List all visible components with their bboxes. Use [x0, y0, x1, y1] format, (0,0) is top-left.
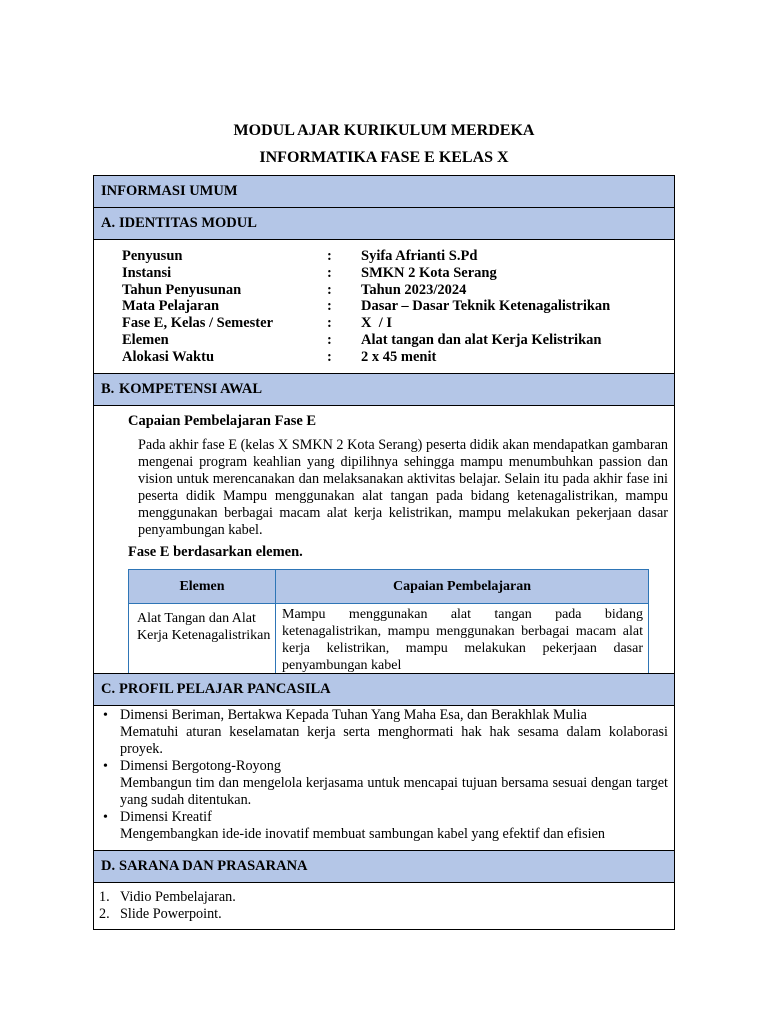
identitas-key: Fase E, Kelas / Semester — [122, 315, 274, 332]
section-label: SARANA DAN PRASARANA — [119, 858, 308, 874]
document-title-line-2: INFORMATIKA FASE E KELAS X — [259, 149, 509, 166]
section-number: B. — [101, 381, 115, 397]
identitas-key: Penyusun — [122, 248, 183, 264]
list-item — [94, 809, 668, 843]
identitas-value: X / I — [361, 315, 393, 332]
capaian-table — [128, 569, 649, 674]
sarana-item-text: Slide Powerpoint. — [120, 906, 222, 922]
identitas-key: Instansi — [122, 264, 172, 281]
identitas-key: Alokasi Waktu — [122, 348, 215, 365]
identitas-row — [122, 332, 610, 349]
table-header-elemen: Elemen — [129, 570, 276, 604]
profil-description: Membangun tim dan mengelola kerjasama untuk mencapai tujuan bersama sesuai dengan target yang sudah ditentukan. — [120, 775, 668, 808]
fase-heading: Fase E berdasarkan elemen. — [128, 544, 303, 560]
identitas-separator: : — [327, 331, 332, 348]
sarana-list — [94, 889, 236, 923]
section-kompetensi-awal — [94, 373, 674, 406]
identitas-row — [122, 265, 610, 282]
profil-dimension: Dimensi Bergotong-Royong — [120, 758, 281, 774]
table-header-row — [129, 570, 649, 604]
section-number: A. — [101, 215, 116, 231]
identitas-key: Tahun Penyusunan — [122, 281, 242, 298]
section-sarana-prasarana — [94, 850, 674, 883]
section-label: INFORMASI UMUM — [101, 183, 238, 199]
identitas-value: Alat tangan dan alat Kerja Kelistrikan — [361, 331, 602, 348]
identitas-separator: : — [327, 315, 332, 332]
profil-list — [94, 707, 668, 843]
identitas-key: Elemen — [122, 331, 169, 348]
identitas-list — [122, 248, 610, 366]
section-profil-pelajar — [94, 673, 674, 706]
identitas-separator: : — [327, 281, 332, 298]
section-label: PROFIL PELAJAR PANCASILA — [119, 681, 331, 697]
identitas-separator: : — [327, 348, 332, 365]
bullet-icon: • — [103, 810, 108, 825]
section-number: D. — [101, 858, 116, 874]
list-item — [94, 889, 236, 906]
section-label: IDENTITAS MODUL — [119, 215, 257, 231]
profil-dimension: Dimensi Beriman, Bertakwa Kepada Tuhan Yang Maha Esa, dan Berakhlak Mulia — [120, 707, 587, 723]
section-label: KOMPETENSI AWAL — [119, 381, 263, 397]
list-item — [94, 906, 236, 923]
profil-description: Mematuhi aturan keselamatan kerja serta menghormati hak hak sesama dalam kolaborasi proyek. — [120, 724, 668, 757]
identitas-row — [122, 315, 610, 332]
list-number: 2. — [99, 906, 110, 922]
table-cell-elemen: Alat Tangan dan Alat Kerja Ketenagalistrikan — [129, 604, 276, 675]
identitas-key: Mata Pelajaran — [122, 298, 220, 315]
section-informasi-umum — [94, 176, 674, 208]
table-cell-capaian: Mampu menggunakan alat tangan pada bidang ketenagalistrikan, mampu menggunakan berbagai macam alat kerja kelistrikan, mampu melakukan pekerjaan dasar penyambungan kabel — [276, 604, 649, 675]
identitas-row — [122, 298, 610, 315]
bullet-icon: • — [103, 708, 108, 723]
bullet-icon: • — [103, 759, 108, 774]
list-item — [94, 707, 668, 758]
identitas-value: Tahun 2023/2024 — [361, 281, 467, 298]
cp-heading: Capaian Pembelajaran Fase E — [128, 413, 317, 429]
identitas-row — [122, 349, 610, 366]
identitas-value: 2 x 45 menit — [361, 348, 437, 365]
list-item — [94, 758, 668, 809]
identitas-value: Dasar – Dasar Teknik Ketenagalistrikan — [361, 298, 611, 315]
document-title-line-1: MODUL AJAR KURIKULUM MERDEKA — [233, 122, 535, 139]
section-identitas-modul — [94, 208, 674, 240]
table-header-capaian: Capaian Pembelajaran — [276, 570, 649, 604]
identitas-value: Syifa Afrianti S.Pd — [361, 248, 478, 264]
list-number: 1. — [99, 889, 110, 905]
module-frame — [93, 175, 675, 930]
profil-dimension: Dimensi Kreatif — [120, 809, 212, 825]
identitas-separator: : — [327, 248, 332, 264]
section-number: C. — [101, 681, 116, 697]
identitas-separator: : — [327, 264, 332, 281]
identitas-separator: : — [327, 298, 332, 315]
sarana-item-text: Vidio Pembelajaran. — [120, 889, 236, 905]
table-row — [129, 604, 649, 675]
identitas-row — [122, 248, 610, 265]
identitas-value: SMKN 2 Kota Serang — [361, 264, 497, 281]
identitas-row — [122, 282, 610, 299]
cp-paragraph: Pada akhir fase E (kelas X SMKN 2 Kota Serang) peserta didik akan mendapatkan gambaran mengenai program keahlian yang dipilihnya sehingga mampu menumbuhkan passion dan vision untuk merencanakan dan melaksanakan aktivitas belajar. Selain itu pada akhir fase ini peserta didik Mampu menggunakan alat tangan pada bidang ketenagalistrikan, mampu menggunakan berbagai macam alat kerja kelistrikan, mampu melakukan pekerjaan dasar penyambungan kabel. — [138, 437, 668, 538]
profil-description: Mengembangkan ide-ide inovatif membuat sambungan kabel yang efektif dan efisien — [120, 826, 605, 842]
